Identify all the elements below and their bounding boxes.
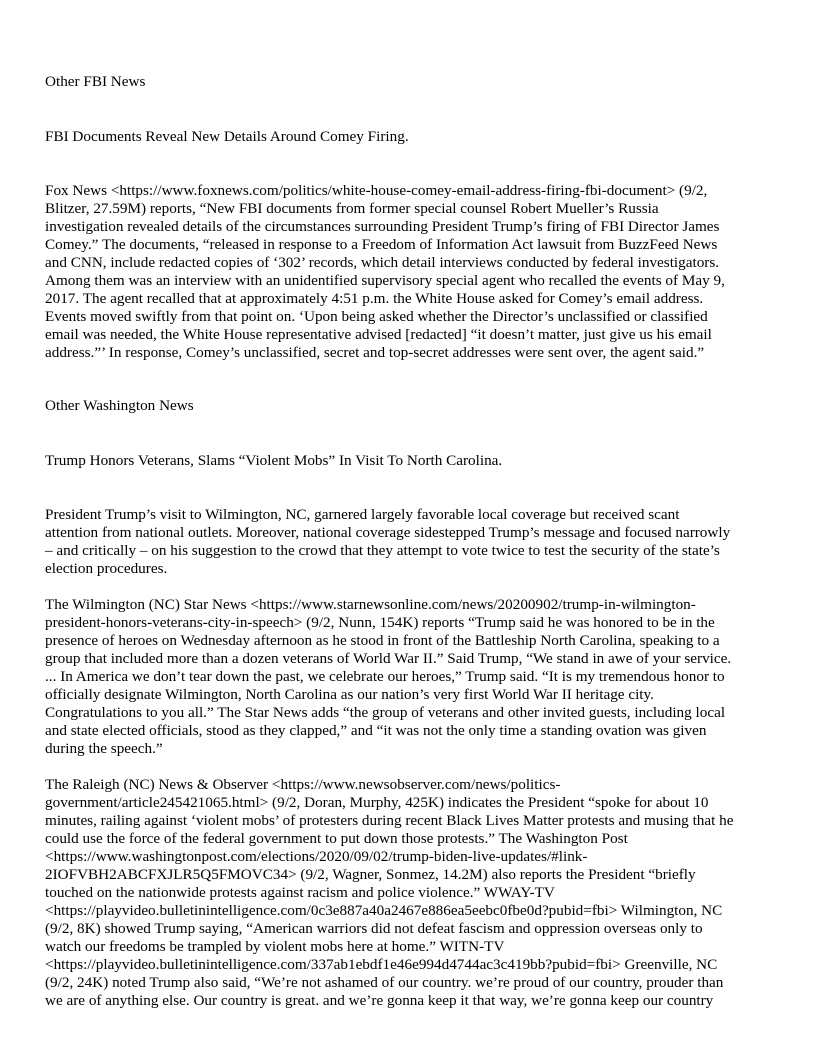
paragraph-line: address.”’ In response, Comey’s unclassified, secret and top-secret addresses were sent over, the agent said.” xyxy=(45,344,705,361)
paragraph-line: Blitzer, 27.59M) reports, “New FBI documents from former special counsel Robert Mueller’s Russia xyxy=(45,200,659,217)
paragraph-line: presence of heroes on Wednesday afternoon as he stood in front of the Battleship North Carolina, speaking to a xyxy=(45,632,720,649)
article-title-comey: FBI Documents Reveal New Details Around Comey Firing. xyxy=(45,128,409,145)
paragraph-line: Events moved swiftly from that point on. ‘Upon being asked whether the Director’s unclassified or classified xyxy=(45,308,708,325)
paragraph-line: (9/2, 24K) noted Trump also said, “We’re not ashamed of our country. we’re proud of our country, prouder than xyxy=(45,974,724,991)
paragraph-line: during the speech.” xyxy=(45,740,163,757)
paragraph-line: <https://playvideo.bulletinintelligence.com/337ab1ebdf1e46e994d4744ac3c419bb?pubid=fbi> Greenville, NC xyxy=(45,956,718,973)
paragraph-line: and CNN, include redacted copies of ‘302’ records, which detail interviews conducted by federal investigators. xyxy=(45,254,720,271)
paragraph-line: we are of anything else. Our country is great. and we’re gonna keep it that way, we’re gonna keep our country xyxy=(45,992,714,1009)
paragraph-line: President Trump’s visit to Wilmington, NC, garnered largely favorable local coverage but received scant xyxy=(45,506,680,523)
paragraph-line: <https://www.washingtonpost.com/elections/2020/09/02/trump-biden-live-updates/#link- xyxy=(45,848,588,865)
paragraph-line: watch our freedoms be trampled by violent mobs here at home.” WITN-TV xyxy=(45,938,505,955)
paragraph-line: government/article245421065.html> (9/2, Doran, Murphy, 425K) indicates the President “spoke for about 10 xyxy=(45,794,709,811)
paragraph-line: 2017. The agent recalled that at approximately 4:51 p.m. the White House asked for Comey’s email address. xyxy=(45,290,704,307)
paragraph-line: attention from national outlets. Moreover, national coverage sidestepped Trump’s message and focused narrowly xyxy=(45,524,731,541)
paragraph-line: Among them was an interview with an unidentified supervisory special agent who recalled the events of May 9, xyxy=(45,272,725,289)
paragraph-line: email was needed, the White House representative advised [redacted] “it doesn’t matter, just give us his email xyxy=(45,326,712,343)
paragraph-line: group that included more than a dozen veterans of World War II.” Said Trump, “We stand in awe of your service. xyxy=(45,650,732,667)
paragraph-line: touched on the nationwide protests against racism and police violence.” WWAY-TV xyxy=(45,884,555,901)
paragraph-line: could use the force of the federal government to put down those protests.” The Washington Post xyxy=(45,830,628,847)
paragraph-line: investigation revealed details of the circumstances surrounding President Trump’s firing of FBI Director James xyxy=(45,218,720,235)
paragraph-line: officially designate Wilmington, North Carolina as our nation’s very first World War II heritage city. xyxy=(45,686,654,703)
paragraph-line: <https://playvideo.bulletinintelligence.com/0c3e887a40a2467e886ea5eebc0fbe0d?pubid=fbi> Wilmington, NC xyxy=(45,902,723,919)
paragraph-line: (9/2, 8K) showed Trump saying, “American warriors did not defeat fascism and oppression overseas only to xyxy=(45,920,703,937)
section-heading-washington: Other Washington News xyxy=(45,397,194,414)
paragraph-line: president-honors-veterans-city-in-speech> (9/2, Nunn, 154K) reports “Trump said he was honored to be in the xyxy=(45,614,715,631)
paragraph-line: The Raleigh (NC) News & Observer <https://www.newsobserver.com/news/politics- xyxy=(45,776,561,793)
paragraph-line: The Wilmington (NC) Star News <https://www.starnewsonline.com/news/20200902/trump-in-wilmington- xyxy=(45,596,696,613)
paragraph-line: minutes, railing against ‘violent mobs’ of protesters during recent Black Lives Matter protests and musing that he xyxy=(45,812,734,829)
paragraph-line: Congratulations to you all.” The Star News adds “the group of veterans and other invited guests, including local xyxy=(45,704,726,721)
section-heading-fbi: Other FBI News xyxy=(45,73,146,90)
article-title-trump-veterans: Trump Honors Veterans, Slams “Violent Mobs” In Visit To North Carolina. xyxy=(45,452,503,469)
paragraph-line: and state elected officials, stood as they clapped,” and “it was not the only time a standing ovation was given xyxy=(45,722,707,739)
paragraph-line: ... In America we don’t tear down the past, we celebrate our heroes,” Trump said. “It is my tremendous honor to xyxy=(45,668,725,685)
paragraph-line: Comey.” The documents, “released in response to a Freedom of Information Act lawsuit from BuzzFeed News xyxy=(45,236,718,253)
paragraph-line: election procedures. xyxy=(45,560,168,577)
paragraph-line: – and critically – on his suggestion to the crowd that they attempt to vote twice to test the security of the state’s xyxy=(45,542,720,559)
paragraph-line: Fox News <https://www.foxnews.com/politics/white-house-comey-email-address-firing-fbi-document> (9/2, xyxy=(45,182,708,199)
paragraph-line: 2IOFVBH2ABCFXJLR5Q5FMOVC34> (9/2, Wagner, Sonmez, 14.2M) also reports the President “briefly xyxy=(45,866,696,883)
